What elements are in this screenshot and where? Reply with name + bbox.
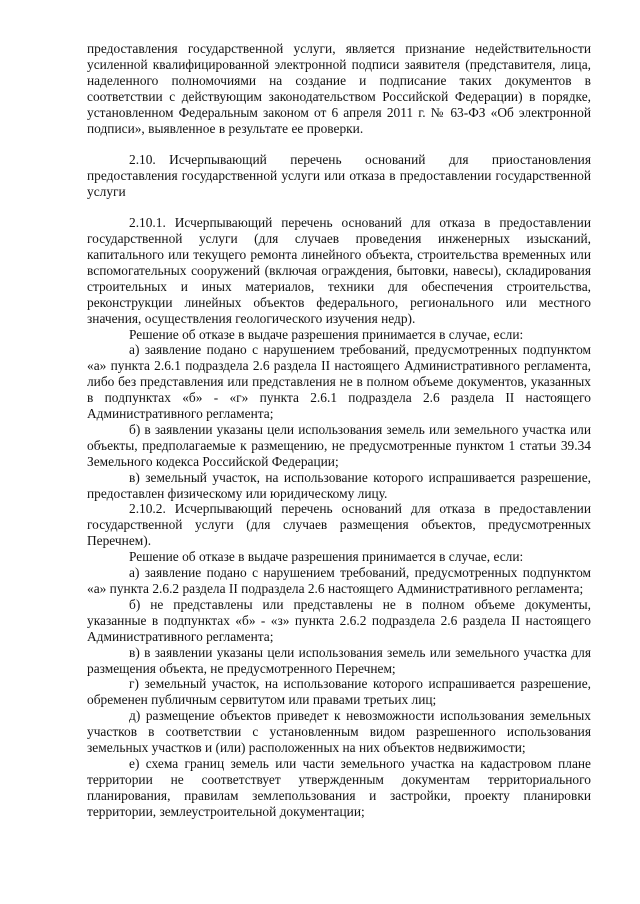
- list-item-2-10-2-g: г) земельный участок, на использование которого испрашивается разрешение, обременен публичным сервитутом или правами третьих лиц;: [87, 676, 591, 708]
- list-item-2-10-1-v: в) земельный участок, на использование которого испрашивается разрешение, предоставлен физическому или юридическому лицу.: [87, 469, 591, 501]
- paragraph-decision-refusal-1: Решение об отказе в выдаче разрешения принимается в случае, если:: [129, 326, 524, 342]
- paragraph-2-10-1: 2.10.1. Исчерпывающий перечень оснований для отказа в предоставлении государственной услуги (для случаев проведения инженерных изысканий, капитального или текущего ремонта линейного объекта, строительства временных или вспомогательных сооружений (включая ограждения, бытовки, навесы), складирования строительных и иных материалов, техники для обеспечения строительства, реконструкции линейных объектов федерального, регионального или местного значения, осуществления геологического изучения недр).: [87, 215, 591, 326]
- paragraph-decision-refusal-2: Решение об отказе в выдаче разрешения принимается в случае, если:: [129, 549, 524, 565]
- list-item-2-10-1-b: б) в заявлении указаны цели использования земель или земельного участка или объекты, предполагаемые к размещению, не предусмотренные пунктом 1 статьи 39.34 Земельного кодекса Российской Федерации;: [87, 421, 591, 469]
- list-item-2-10-2-b: б) не представлены или представлены не в полном объеме документы, указанные в подпунктах «б» - «з» пункта 2.6.2 подраздела 2.6 раздела II настоящего Административного регламента;: [87, 596, 591, 644]
- list-item-2-10-2-d: д) размещение объектов приведет к невозможности использования земельных участков в соответствии с установленным видом разрешенного использования земельных участков и (или) расположенных на них объектов недвижимости;: [87, 708, 591, 756]
- list-item-2-10-2-v: в) в заявлении указаны цели использования земель или земельного участка для размещения объекта, не предусмотренного Перечнем;: [87, 644, 591, 676]
- list-item-2-10-2-a: а) заявление подано с нарушением требований, предусмотренных подпунктом «а» пункта 2.6.2 раздела II подраздела 2.6 настоящего Административного регламента;: [87, 565, 591, 596]
- list-item-2-10-2-e: е) схема границ земель или части земельного участка на кадастровом плане территории не соответствует утвержденным документам территориального планирования, правилам землепользования и застройки, проекту планировки территории, землеустроительной документации;: [87, 755, 591, 819]
- paragraph-2-10-2: 2.10.2. Исчерпывающий перечень оснований для отказа в предоставлении государственной услуги (для случаев размещения объектов, предусмотренных Перечнем).: [87, 501, 591, 549]
- list-item-2-10-1-a: а) заявление подано с нарушением требований, предусмотренных подпунктом «а» пункта 2.6.1 подраздела 2.6 раздела II настоящего Административного регламента, либо без представления или представления не в полном объеме документов, указанных в подпунктах «б» - «г» пункта 2.6.1 подраздела 2.6 раздела II настоящего Административного регламента;: [87, 342, 591, 422]
- paragraph-signature-invalidity: предоставления государственной услуги, является признание недействительности усиленной квалифицированной электронной подписи заявителя (представителя, лица, наделенного полномочиями на создание и подписание таких документов в соответствии с действующим законодательством Российской Федерации) в порядке, установленном Федеральным законом от 6 апреля 2011 г. № 63-ФЗ «Об электронной подписи», выявленное в результате ее проверки.: [87, 41, 591, 136]
- section-heading-2-10: 2.10. Исчерпывающий перечень оснований для приостановления предоставления государственной услуги или отказа в предоставлении государственной услуги: [87, 152, 591, 200]
